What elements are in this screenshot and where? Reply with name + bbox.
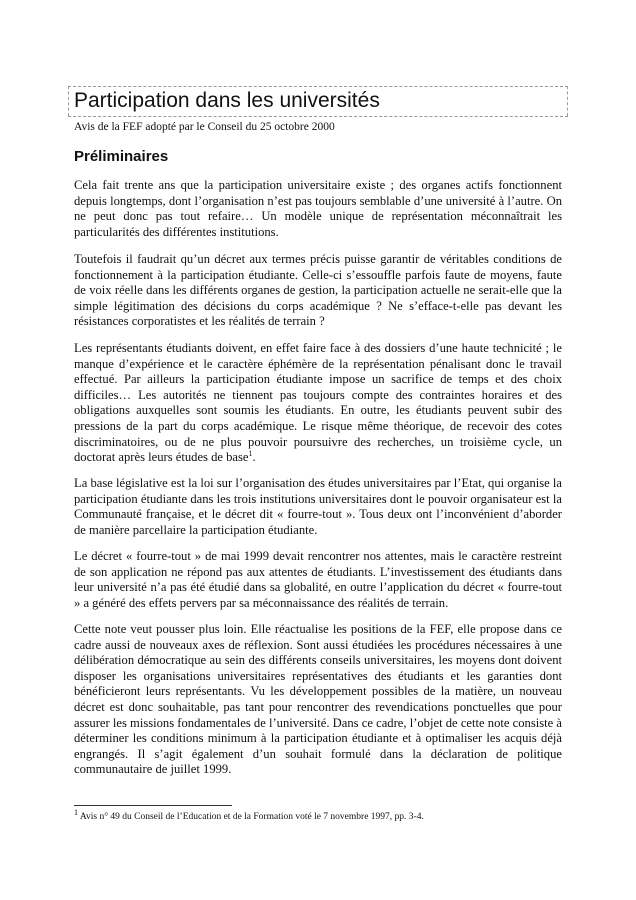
footnote-text: Avis n° 49 du Conseil de l’Education et de la Formation voté le 7 novembre 1997, pp. 3-4. [79,812,424,822]
footnote-marker: 1 [74,807,78,817]
title-divider [68,116,568,117]
footnote-reference: 1 [248,448,253,458]
paragraph-6: Cette note veut pousser plus loin. Elle réactualise les positions de la FEF, elle propose dans ce cadre aussi de nouveaux axes de réflexion. Sont aussi étudiées les procédures nécessaires à une délibération démocratique au sein des différents conseils universitaires, les moyens dont doivent disposer les organisations universitaires représentatives des étudiants et les garanties dont bénéficieront leurs représentants. Vu les développement possibles de la matière, un nouveau décret est donc souhaitable, pas tant pour rencontrer des revendications ponctuelles que pour assurer les missions fondamentales de l’université. Dans ce cadre, l’objet de cette note consiste à déterminer les conditions minimum à la participation étudiante et à optimaliser les acquis déjà engrangés. Il s’agit également d’un souhait formulé dans la déclaration de politique communautaire de juillet 1999. [74,622,562,777]
paragraph-3-end: . [252,450,256,465]
paragraph-5: Le décret « fourre-tout » de mai 1999 devait rencontrer nos attentes, mais le caractère restreint de son application ne répond pas aux attentes de étudiants. L’investissement des étudiants dans leur université n’a pas été étudié dans sa globalité, en outre l’application du décret « fourre-tout » a généré des effets pervers par sa méconnaissance des réalités de terrain. [74,549,562,610]
document-title: Participation dans les universités [74,89,380,112]
footnote-divider [74,805,232,806]
paragraph-3-text: Les représentants étudiants doivent, en effet faire face à des dossiers d’une haute technicité ; le manque d’expérience et le caractère éphémère de la représentation pénalisant donc le travail effectué. Par ailleurs la participation étudiante impose un sacrifice de temps et des choix difficiles… Les autorités ne tiennent pas toujours compte des contraintes horaires et des obligations auxquelles sont soumis les étudiants. En outre, les étudiants peuvent subir des pressions de la part du corps académique. Le risque même théorique, de recevoir des cotes discriminatoires, ou de ne plus pouvoir poursuivre des recherches, un troisième cycle, un doctorat après leurs études de base [74,341,562,465]
footnote [74,807,562,822]
document-subtitle: Avis de la FEF adopté par le Conseil du 25 octobre 2000 [74,121,335,133]
paragraph-1: Cela fait trente ans que la participation universitaire existe ; des organes actifs fonctionnent depuis longtemps, dont l’organisation n’est pas toujours semblable d’une université à l’autre. On ne peut donc pas tout refaire… Un modèle unique de représentation méconnaîtrait les particularités des différentes institutions. [74,178,562,239]
paragraph-3 [74,341,562,466]
section-heading: Préliminaires [74,148,169,165]
paragraph-2: Toutefois il faudrait qu’un décret aux termes précis puisse garantir de véritables conditions de fonctionnement à la participation étudiante. Celle-ci s’essouffle parfois faute de moyens, faute de voix réelle dans les différents organes de gestion, la participation actuelle ne serait-elle que la simple légitimation des décisions du corps académique ? Ne s’efface-t-elle pas devant les résistances corporatistes et les réalités de terrain ? [74,252,562,329]
paragraph-4: La base législative est la loi sur l’organisation des études universitaires par l’Etat, qui organise la participation étudiante dans les trois institutions universitaires dont le pouvoir organisateur est la Communauté française, et le décret dit « fourre-tout ». Tous deux ont l’inconvénient d’aborder de manière parcellaire la participation étudiante. [74,476,562,537]
